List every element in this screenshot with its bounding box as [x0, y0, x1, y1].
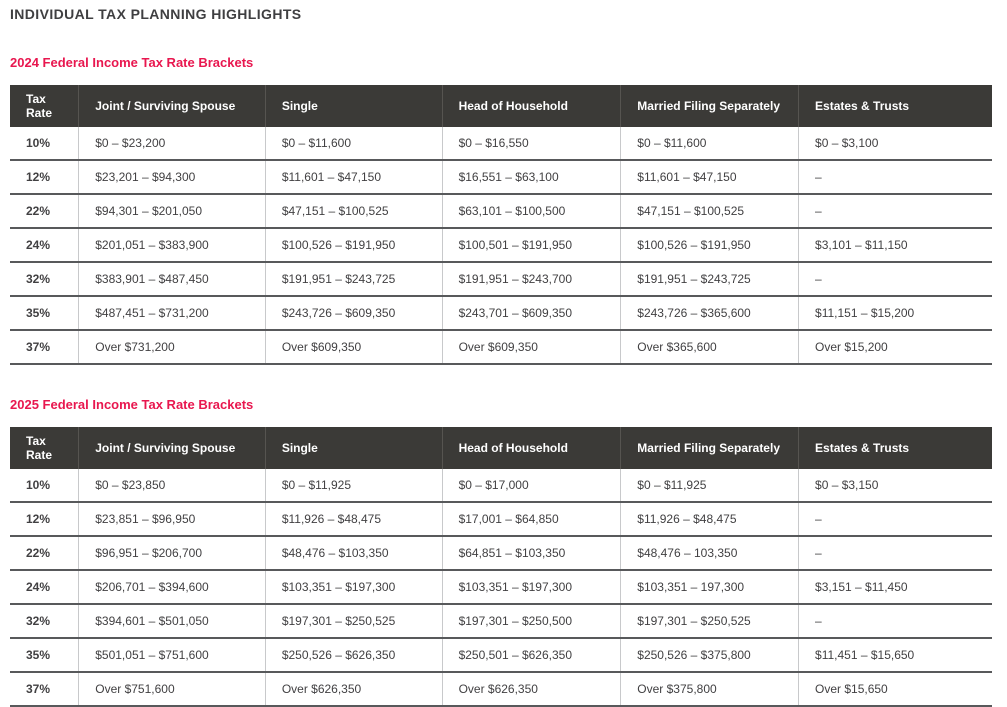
page-title: INDIVIDUAL TAX PLANNING HIGHLIGHTS — [10, 6, 302, 22]
tax-rate-cell: 12% — [10, 160, 79, 194]
bracket-range-cell: Over $626,350 — [265, 672, 442, 706]
bracket-range-cell: $100,526 – $191,950 — [265, 228, 442, 262]
section-2024-brackets — [10, 55, 992, 365]
bracket-range-cell: – — [799, 160, 992, 194]
column-header-2: Single — [265, 427, 442, 469]
bracket-range-cell: $0 – $16,550 — [442, 127, 621, 160]
bracket-range-cell: – — [799, 502, 992, 536]
bracket-range-cell: $0 – $11,600 — [621, 127, 799, 160]
column-header-3: Head of Household — [442, 85, 621, 127]
tax-rate-cell: 10% — [10, 127, 79, 160]
bracket-range-cell: $96,951 – $206,700 — [79, 536, 266, 570]
bracket-range-cell: $191,951 – $243,700 — [442, 262, 621, 296]
bracket-range-cell: $17,001 – $64,850 — [442, 502, 621, 536]
tax-table-2024 — [10, 85, 992, 365]
table-row — [10, 469, 992, 502]
section-heading-2025: 2025 Federal Income Tax Rate Brackets — [10, 397, 254, 412]
bracket-range-cell: $243,701 – $609,350 — [442, 296, 621, 330]
tax-rate-cell: 24% — [10, 570, 79, 604]
bracket-range-cell: $0 – $11,600 — [265, 127, 442, 160]
bracket-range-cell: $103,351 – $197,300 — [265, 570, 442, 604]
bracket-range-cell: $0 – $3,100 — [799, 127, 992, 160]
table-row — [10, 502, 992, 536]
bracket-range-cell: $16,551 – $63,100 — [442, 160, 621, 194]
bracket-range-cell: $250,501 – $626,350 — [442, 638, 621, 672]
bracket-range-cell: $197,301 – $250,500 — [442, 604, 621, 638]
bracket-range-cell: – — [799, 262, 992, 296]
bracket-range-cell: $11,601 – $47,150 — [621, 160, 799, 194]
bracket-range-cell: $103,351 – $197,300 — [442, 570, 621, 604]
bracket-range-cell: $3,101 – $11,150 — [799, 228, 992, 262]
bracket-range-cell: $48,476 – 103,350 — [621, 536, 799, 570]
bracket-range-cell: Over $626,350 — [442, 672, 621, 706]
bracket-range-cell: $197,301 – $250,525 — [265, 604, 442, 638]
bracket-range-cell: $94,301 – $201,050 — [79, 194, 266, 228]
bracket-range-cell: $191,951 – $243,725 — [621, 262, 799, 296]
tax-rate-cell: 35% — [10, 296, 79, 330]
bracket-range-cell: Over $375,800 — [621, 672, 799, 706]
tax-rate-cell: 35% — [10, 638, 79, 672]
bracket-range-cell: $63,101 – $100,500 — [442, 194, 621, 228]
column-header-2: Single — [265, 85, 442, 127]
bracket-range-cell: $11,926 – $48,475 — [265, 502, 442, 536]
table-row — [10, 194, 992, 228]
column-header-0: Tax Rate — [10, 427, 79, 469]
table-row — [10, 127, 992, 160]
bracket-range-cell: $3,151 – $11,450 — [799, 570, 992, 604]
tax-table-2025 — [10, 427, 992, 707]
bracket-range-cell: $23,851 – $96,950 — [79, 502, 266, 536]
bracket-range-cell: $100,501 – $191,950 — [442, 228, 621, 262]
table-row — [10, 262, 992, 296]
column-header-1: Joint / Surviving Spouse — [79, 85, 266, 127]
table-row — [10, 570, 992, 604]
table-row — [10, 638, 992, 672]
table-row — [10, 536, 992, 570]
bracket-range-cell: $0 – $11,925 — [621, 469, 799, 502]
tax-rate-cell: 12% — [10, 502, 79, 536]
bracket-range-cell: $47,151 – $100,525 — [621, 194, 799, 228]
tax-rate-cell: 37% — [10, 672, 79, 706]
bracket-range-cell: $191,951 – $243,725 — [265, 262, 442, 296]
bracket-range-cell: $487,451 – $731,200 — [79, 296, 266, 330]
table-row — [10, 160, 992, 194]
bracket-range-cell: Over $15,200 — [799, 330, 992, 364]
bracket-range-cell: $11,601 – $47,150 — [265, 160, 442, 194]
column-header-5: Estates & Trusts — [799, 427, 992, 469]
bracket-range-cell: $201,051 – $383,900 — [79, 228, 266, 262]
tax-rate-cell: 24% — [10, 228, 79, 262]
bracket-range-cell: $243,726 – $365,600 — [621, 296, 799, 330]
column-header-4: Married Filing Separately — [621, 85, 799, 127]
bracket-range-cell: $11,451 – $15,650 — [799, 638, 992, 672]
bracket-range-cell: $100,526 – $191,950 — [621, 228, 799, 262]
bracket-range-cell: – — [799, 194, 992, 228]
column-header-3: Head of Household — [442, 427, 621, 469]
bracket-range-cell: Over $365,600 — [621, 330, 799, 364]
table-row — [10, 672, 992, 706]
bracket-range-cell: $11,926 – $48,475 — [621, 502, 799, 536]
bracket-range-cell: $0 – $17,000 — [442, 469, 621, 502]
table-row — [10, 604, 992, 638]
section-heading-2024: 2024 Federal Income Tax Rate Brackets — [10, 55, 254, 70]
bracket-range-cell: Over $15,650 — [799, 672, 992, 706]
tax-rate-cell: 37% — [10, 330, 79, 364]
bracket-range-cell: $47,151 – $100,525 — [265, 194, 442, 228]
tax-rate-cell: 22% — [10, 536, 79, 570]
tax-rate-cell: 10% — [10, 469, 79, 502]
section-2025-brackets — [10, 397, 992, 707]
bracket-range-cell: $0 – $11,925 — [265, 469, 442, 502]
column-header-0: Tax Rate — [10, 85, 79, 127]
tax-rate-cell: 32% — [10, 604, 79, 638]
bracket-range-cell: $0 – $23,850 — [79, 469, 266, 502]
bracket-range-cell: $394,601 – $501,050 — [79, 604, 266, 638]
bracket-range-cell: $48,476 – $103,350 — [265, 536, 442, 570]
bracket-range-cell: $0 – $3,150 — [799, 469, 992, 502]
bracket-range-cell: $197,301 – $250,525 — [621, 604, 799, 638]
bracket-range-cell: $383,901 – $487,450 — [79, 262, 266, 296]
bracket-range-cell: – — [799, 536, 992, 570]
bracket-range-cell: Over $751,600 — [79, 672, 266, 706]
table-row — [10, 228, 992, 262]
bracket-range-cell: $501,051 – $751,600 — [79, 638, 266, 672]
bracket-range-cell: $11,151 – $15,200 — [799, 296, 992, 330]
header-row — [10, 427, 992, 469]
bracket-range-cell: Over $609,350 — [265, 330, 442, 364]
bracket-range-cell: $243,726 – $609,350 — [265, 296, 442, 330]
tax-rate-cell: 22% — [10, 194, 79, 228]
column-header-1: Joint / Surviving Spouse — [79, 427, 266, 469]
header-row — [10, 85, 992, 127]
table-row — [10, 296, 992, 330]
bracket-range-cell: $250,526 – $375,800 — [621, 638, 799, 672]
bracket-range-cell: Over $731,200 — [79, 330, 266, 364]
bracket-range-cell: $0 – $23,200 — [79, 127, 266, 160]
column-header-5: Estates & Trusts — [799, 85, 992, 127]
bracket-range-cell: – — [799, 604, 992, 638]
bracket-range-cell: $23,201 – $94,300 — [79, 160, 266, 194]
bracket-range-cell: $64,851 – $103,350 — [442, 536, 621, 570]
table-row — [10, 330, 992, 364]
bracket-range-cell: $206,701 – $394,600 — [79, 570, 266, 604]
bracket-range-cell: $250,526 – $626,350 — [265, 638, 442, 672]
bracket-range-cell: Over $609,350 — [442, 330, 621, 364]
bracket-range-cell: $103,351 – 197,300 — [621, 570, 799, 604]
column-header-4: Married Filing Separately — [621, 427, 799, 469]
tax-rate-cell: 32% — [10, 262, 79, 296]
